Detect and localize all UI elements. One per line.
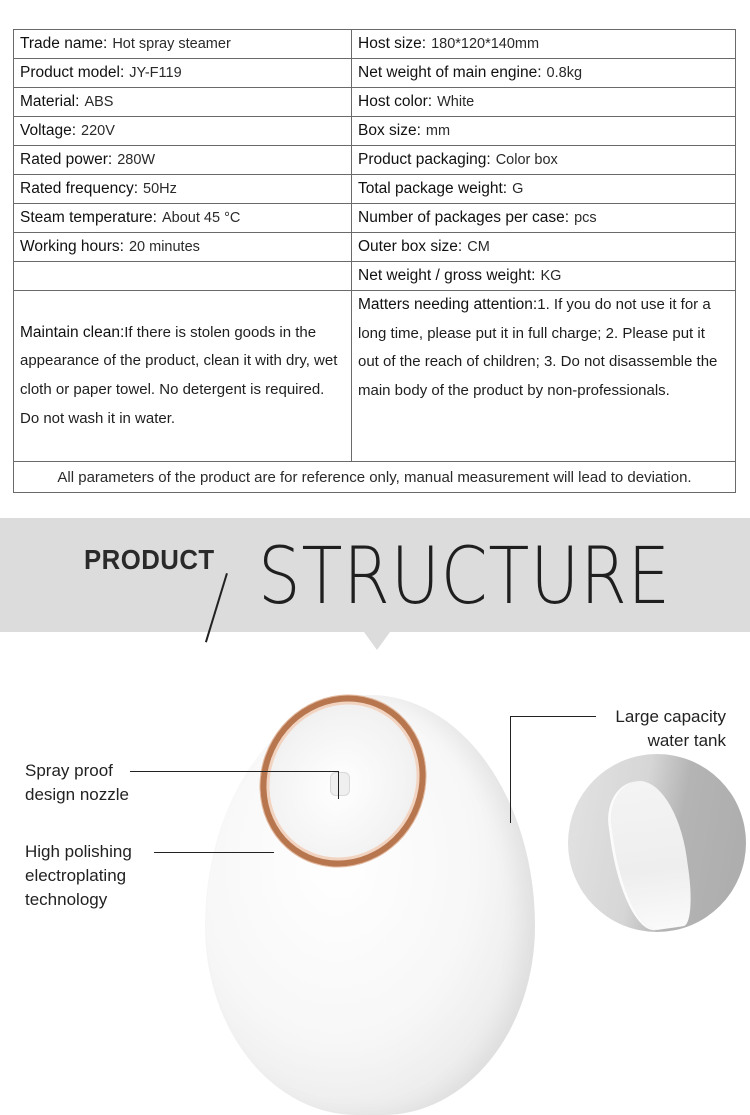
spec-value: G <box>512 181 524 197</box>
spec-label: Number of packages per case: <box>358 209 570 226</box>
callout-plating-line2: electroplating <box>25 866 127 885</box>
spec-cell <box>352 59 736 88</box>
spec-value: KG <box>540 268 562 284</box>
spec-cell-empty <box>14 262 352 291</box>
table-row <box>14 175 736 204</box>
table-row <box>14 262 736 291</box>
callout-tank-leader-drop <box>510 716 511 823</box>
spec-cell <box>352 146 736 175</box>
spec-value: 50Hz <box>143 181 177 197</box>
table-row <box>14 233 736 262</box>
callout-plating-leader <box>154 852 274 853</box>
spec-label: Working hours: <box>20 238 124 255</box>
table-row <box>14 146 736 175</box>
callout-tank <box>590 705 726 753</box>
callout-nozzle-line1: Spray proof <box>25 761 113 780</box>
table-row <box>14 204 736 233</box>
spec-value: About 45 °C <box>161 210 241 226</box>
spec-value: ABS <box>84 94 114 110</box>
callout-nozzle-leader <box>130 771 339 772</box>
spec-value: pcs <box>574 210 597 226</box>
callout-tank-line2: water tank <box>647 731 726 750</box>
spec-value: 0.8kg <box>546 65 583 81</box>
spec-cell <box>14 88 352 117</box>
spec-label: Steam temperature: <box>20 209 157 226</box>
banner-pointer <box>364 632 390 650</box>
callout-nozzle-leader-drop <box>338 771 339 799</box>
spec-label: Net weight of main engine: <box>358 64 542 81</box>
spec-cell <box>14 117 352 146</box>
spec-table <box>13 29 736 493</box>
spec-value: 20 minutes <box>128 239 200 255</box>
spec-value: White <box>437 94 475 110</box>
spec-label: Product packaging: <box>358 151 491 168</box>
banner-small-title: PRODUCT <box>84 544 215 575</box>
spec-label: Total package weight: <box>358 180 508 197</box>
spec-cell <box>14 59 352 88</box>
attention-text: 1. If you do not use it for a long time, please put it in full charge; 2. Please put it out of the reach of children; 3. Do not disassemble the main body of the product by non-professionals. <box>358 296 718 400</box>
attention-label: Matters needing attention: <box>358 296 538 313</box>
spec-label: Voltage: <box>20 122 77 139</box>
callout-plating <box>25 840 132 912</box>
steamer-nozzle <box>330 772 350 796</box>
callout-tank-line1: Large capacity <box>615 707 726 726</box>
spec-label: Product model: <box>20 64 125 81</box>
spec-label: Rated frequency: <box>20 180 139 197</box>
table-row <box>14 30 736 59</box>
footnote: All parameters of the product are for reference only, manual measurement will lead to deviation. <box>14 462 736 493</box>
spec-cell <box>14 146 352 175</box>
spec-cell <box>352 233 736 262</box>
spec-cell <box>14 175 352 204</box>
spec-cell <box>352 175 736 204</box>
spec-value: 220V <box>81 123 115 139</box>
callout-plating-line3: technology <box>25 890 108 909</box>
callout-plating-line1: High polishing <box>25 842 132 861</box>
table-row <box>14 88 736 117</box>
spec-label: Trade name: <box>20 35 108 52</box>
spec-cell <box>352 30 736 59</box>
maintain-clean-label: Maintain clean: <box>20 323 125 341</box>
spec-value: 280W <box>117 152 156 168</box>
banner-large-title: STRUCTURE <box>258 532 671 622</box>
spec-value: CM <box>467 239 490 255</box>
spec-cell <box>352 117 736 146</box>
attention-cell <box>352 291 736 462</box>
spec-label: Material: <box>20 93 80 110</box>
spec-cell <box>352 88 736 117</box>
spec-cell <box>14 233 352 262</box>
spec-cell <box>352 262 736 291</box>
spec-label: Rated power: <box>20 151 113 168</box>
spec-value: Hot spray steamer <box>112 36 231 52</box>
spec-value: mm <box>425 123 451 139</box>
spec-cell <box>14 204 352 233</box>
callout-nozzle <box>25 759 129 807</box>
spec-label: Outer box size: <box>358 238 463 255</box>
spec-cell <box>352 204 736 233</box>
spec-label: Host size: <box>358 35 427 52</box>
table-row <box>14 59 736 88</box>
table-row-footnote <box>14 462 736 493</box>
maintain-clean-cell <box>14 291 352 462</box>
maintain-clean-text: If there is stolen goods in the appearance of the product, clean it with dry, wet cloth or paper towel. No detergent is required. Do not wash it in water. <box>20 323 338 427</box>
water-tank-detail-image <box>568 754 746 932</box>
spec-value: JY-F119 <box>129 65 182 81</box>
water-tank-closeup <box>606 776 696 932</box>
spec-label: Box size: <box>358 122 421 139</box>
spec-value: Color box <box>495 152 558 168</box>
table-row <box>14 117 736 146</box>
spec-label: Host color: <box>358 93 433 110</box>
spec-value: 180*120*140mm <box>431 36 540 52</box>
spec-cell <box>14 30 352 59</box>
callout-nozzle-line2: design nozzle <box>25 785 129 804</box>
callout-tank-leader <box>510 716 596 717</box>
table-row-notes <box>14 291 736 462</box>
spec-label: Net weight / gross weight: <box>358 267 536 284</box>
